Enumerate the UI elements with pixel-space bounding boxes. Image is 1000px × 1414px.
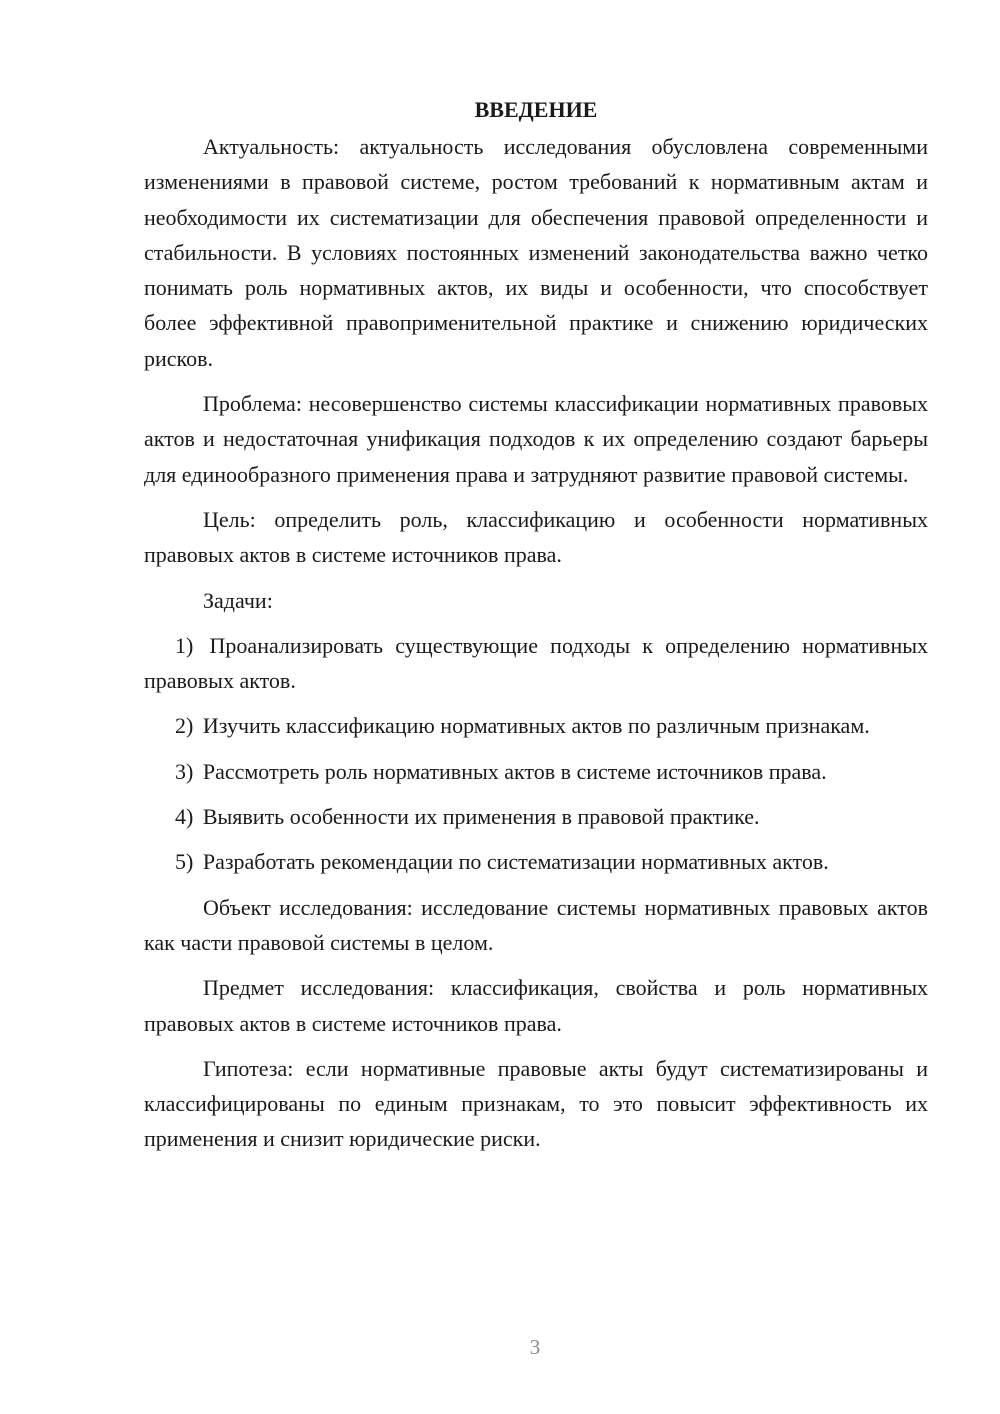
task-number: 4)	[175, 804, 194, 830]
section-title: ВВЕДЕНИЕ	[474, 97, 598, 122]
paragraph-subject: Предмет исследования: классификация, свойства и роль нормативных правовых актов в системе источников права.	[144, 975, 928, 1036]
task-number: 5)	[175, 849, 194, 875]
task-text: Проанализировать существующие подходы к определению нормативных правовых актов.	[144, 632, 929, 694]
task-text: Разработать рекомендации по систематизации нормативных актов.	[202, 849, 829, 875]
paragraph-hypothesis: Гипотеза: если нормативные правовые акты будут систематизированы и классифицированы по единым признакам, то это повысит эффективность их применения и снизит юридические риски.	[144, 1055, 928, 1152]
task-text: Рассмотреть роль нормативных актов в системе источников права.	[202, 758, 827, 784]
task-item-5	[144, 844, 928, 879]
task-number: 3)	[175, 758, 194, 784]
paragraph-problem: Проблема: несовершенство системы классификации нормативных правовых актов и недостаточная унификация подходов к их определению создают барьеры для единообразного применения права и затрудняют развитие правовой системы.	[144, 391, 928, 487]
task-item-4	[144, 799, 928, 834]
task-item-3	[144, 754, 928, 789]
page-number: 3	[529, 1335, 541, 1359]
paragraph-goal: Цель: определить роль, классификацию и особенности нормативных правовых актов в системе источников права.	[144, 506, 928, 568]
tasks-heading: Задачи:	[203, 587, 273, 613]
task-number: 1)	[175, 632, 194, 658]
paragraph-object: Объект исследования: исследование системы нормативных правовых актов как части правовой системы в целом.	[144, 894, 928, 955]
task-item-1	[144, 628, 928, 699]
page-content	[144, 92, 928, 1167]
task-number: 2)	[175, 713, 194, 739]
task-text: Выявить особенности их применения в правовой практике.	[202, 804, 760, 830]
paragraph-relevance: Актуальность: актуальность исследования обусловлена современными изменениями в правовой системе, ростом требований к нормативным актам и необходимости их систематизации для обеспечения правовой определенности и стабильности. В условиях постоянных изменений законодательства важно четко понимать роль нормативных актов, их виды и особенности, что способствует более эффективной правоприменительной практике и снижению юридических рисков.	[144, 134, 928, 371]
task-item-2	[144, 708, 928, 743]
task-text: Изучить классификацию нормативных актов по различным признакам.	[202, 713, 870, 739]
